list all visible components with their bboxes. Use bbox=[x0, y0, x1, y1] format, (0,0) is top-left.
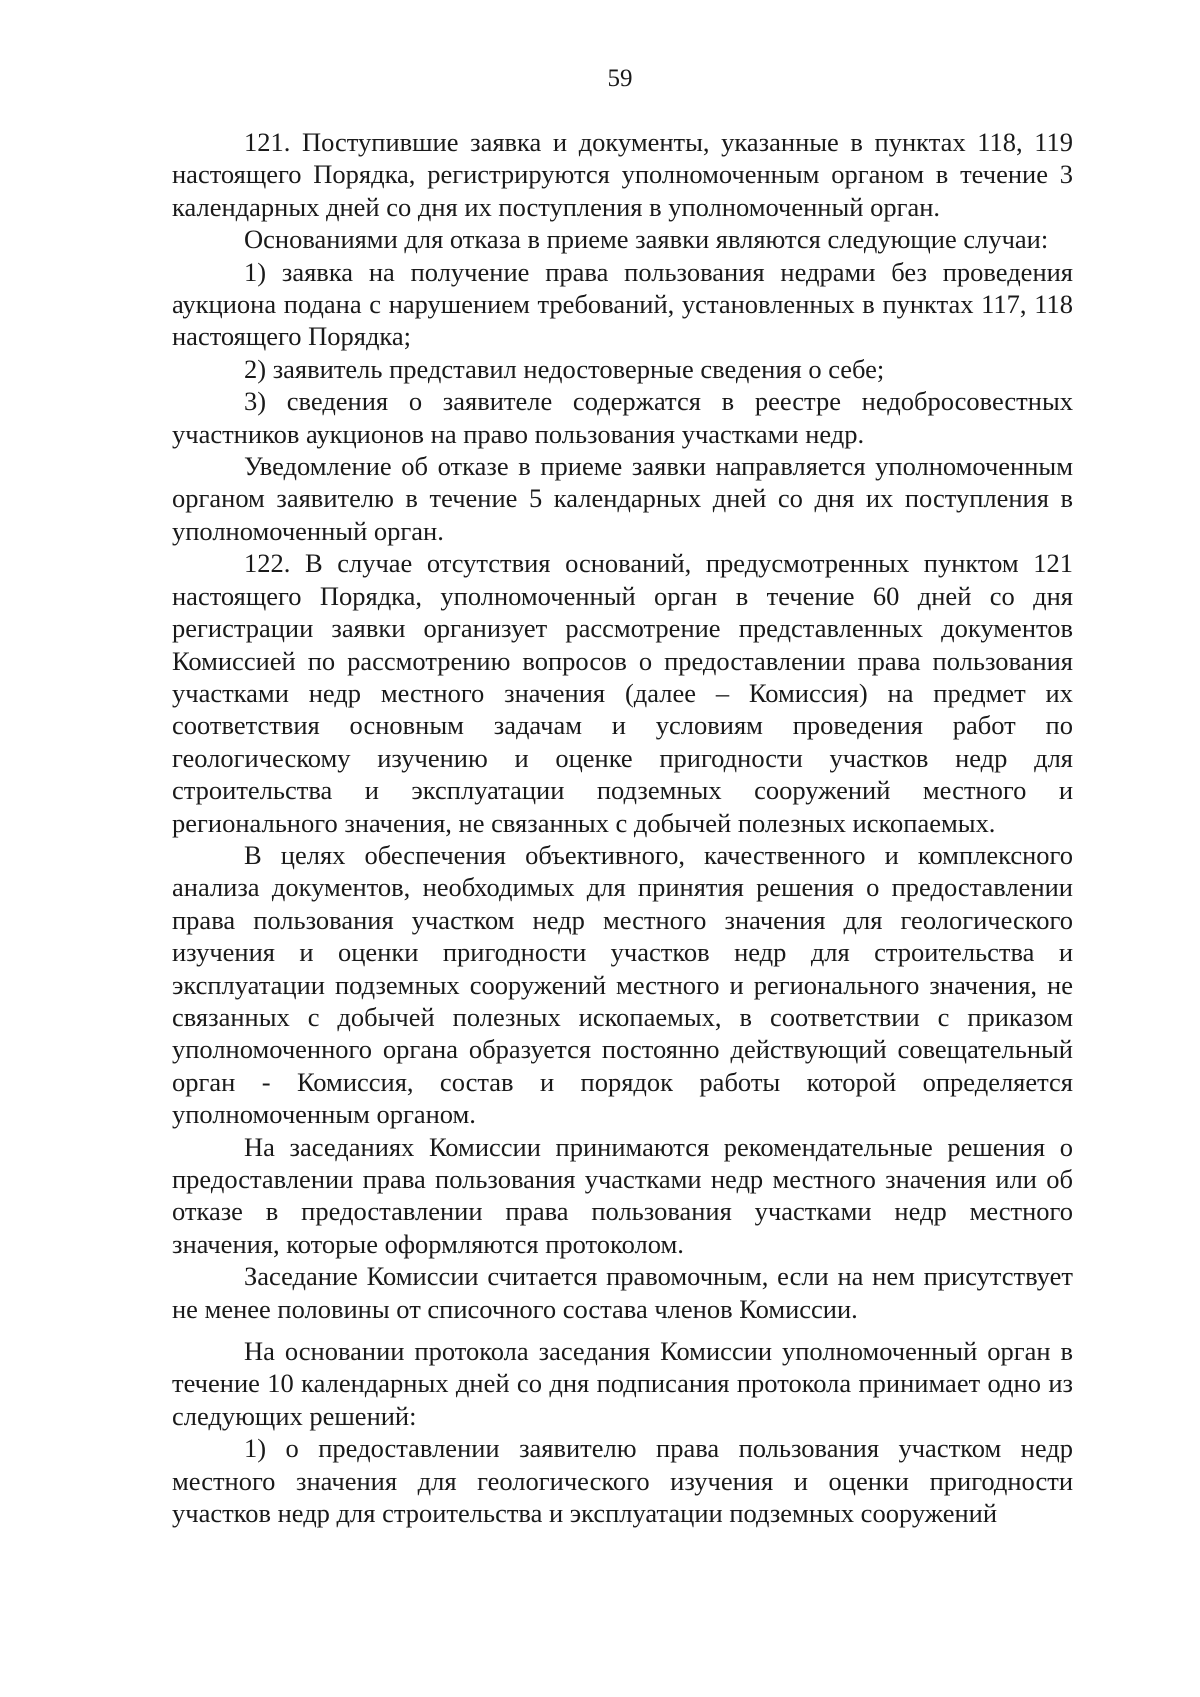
paragraph-122: 122. В случае отсутствия оснований, предусмотренных пунктом 121 настоящего Порядка, уполномоченный орган в течение 60 дней со дня регистрации заявки организует рассмотрение представленных документов Комиссией по рассмотрению вопросов о предоставлении права пользования участками недр местного значения (далее – Комиссия) на предмет их соответствия основным задачам и условиям проведения работ по геологическому изучению и оценке пригодности участков недр для строительства и эксплуатации подземных сооружений местного и регионального значения, не связанных с добычей полезных ископаемых. bbox=[172, 548, 1073, 838]
document-body bbox=[172, 126, 1073, 1529]
list-item-1: 1) заявка на получение права пользования недрами без проведения аукциона подана с нарушением требований, установленных в пунктах 117, 118 настоящего Порядка; bbox=[172, 256, 1073, 352]
page-number: 59 bbox=[607, 65, 633, 92]
decision-item-1: 1) о предоставлении заявителю права пользования участком недр местного значения для геологического изучения и оценки пригодности участков недр для строительства и эксплуатации подземных сооружений bbox=[172, 1433, 1073, 1529]
paragraph-refusal-notice: Уведомление об отказе в приеме заявки направляется уполномоченным органом заявителю в течение 5 календарных дней со дня их поступления в уполномоченный орган. bbox=[172, 451, 1073, 546]
paragraph-decision-basis: На основании протокола заседания Комиссии уполномоченный орган в течение 10 календарных дней со дня подписания протокола принимает одно из следующих решений: bbox=[172, 1336, 1073, 1431]
paragraph-quorum: Заседание Комиссии считается правомочным, если на нем присутствует не менее половины от списочного состава членов Комиссии. bbox=[172, 1261, 1073, 1324]
list-item-3: 3) сведения о заявителе содержатся в реестре недобросовестных участников аукционов на право пользования участками недр. bbox=[172, 386, 1073, 449]
paragraph-refusal-grounds: Основаниями для отказа в приеме заявки являются следующие случаи: bbox=[244, 224, 1049, 255]
paragraph-commission-meetings: На заседаниях Комиссии принимаются рекомендательные решения о предоставлении права пользования участками недр местного значения или об отказе в предоставлении права пользования участками недр местного значения, которые оформляются протоколом. bbox=[172, 1131, 1073, 1259]
paragraph-121: 121. Поступившие заявка и документы, указанные в пунктах 118, 119 настоящего Порядка, регистрируются уполномоченным органом в течение 3 календарных дней со дня их поступления в уполномоченный орган. bbox=[172, 127, 1073, 222]
paragraph-commission-purpose: В целях обеспечения объективного, качественного и комплексного анализа документов, необходимых для принятия решения о предоставлении права пользования участком недр местного значения для геологического изучения и оценки пригодности участков недр для строительства и эксплуатации подземных сооружений местного и регионального значения, не связанных с добычей полезных ископаемых, в соответствии с приказом уполномоченного органа образуется постоянно действующий совещательный орган - Комиссия, состав и порядок работы которой определяется уполномоченным органом. bbox=[172, 839, 1073, 1130]
list-item-2: 2) заявитель представил недостоверные сведения о себе; bbox=[244, 353, 885, 384]
